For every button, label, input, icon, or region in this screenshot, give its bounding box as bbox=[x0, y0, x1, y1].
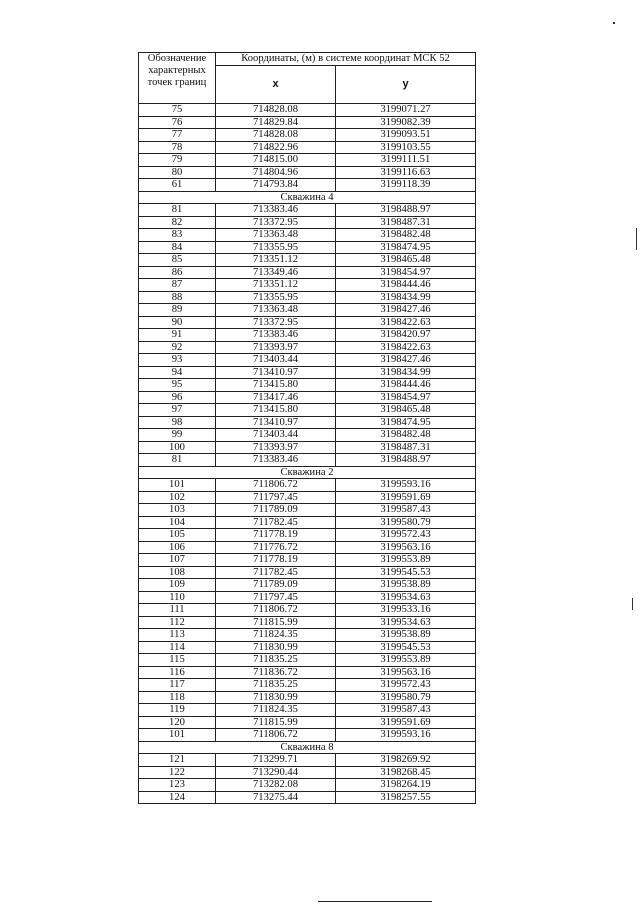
y-coordinate-cell: 3198454.97 bbox=[336, 391, 476, 404]
point-number-cell: 122 bbox=[139, 766, 216, 779]
table-body bbox=[139, 104, 476, 804]
scan-artifact-dot bbox=[613, 22, 615, 24]
x-coordinate-cell: 713372.95 bbox=[216, 316, 336, 329]
table-row bbox=[139, 279, 476, 292]
x-coordinate-cell: 711789.09 bbox=[216, 579, 336, 592]
table-row bbox=[139, 604, 476, 617]
point-number-cell: 99 bbox=[139, 429, 216, 442]
x-coordinate-cell: 711830.99 bbox=[216, 641, 336, 654]
x-coordinate-cell: 713415.80 bbox=[216, 404, 336, 417]
point-number-cell: 121 bbox=[139, 754, 216, 767]
x-coordinate-cell: 711806.72 bbox=[216, 479, 336, 492]
point-number-cell: 96 bbox=[139, 391, 216, 404]
point-number-cell: 98 bbox=[139, 416, 216, 429]
point-number-cell: 76 bbox=[139, 116, 216, 129]
table-row bbox=[139, 504, 476, 517]
table-row bbox=[139, 391, 476, 404]
y-coordinate-cell: 3198454.97 bbox=[336, 266, 476, 279]
point-number-cell: 100 bbox=[139, 441, 216, 454]
x-coordinate-cell: 713282.08 bbox=[216, 779, 336, 792]
x-coordinate-cell: 713403.44 bbox=[216, 354, 336, 367]
y-coordinate-cell: 3199082.39 bbox=[336, 116, 476, 129]
table-row bbox=[139, 591, 476, 604]
x-coordinate-cell: 713349.46 bbox=[216, 266, 336, 279]
point-number-cell: 89 bbox=[139, 304, 216, 317]
x-coordinate-cell: 714822.96 bbox=[216, 141, 336, 154]
y-coordinate-cell: 3199545.53 bbox=[336, 641, 476, 654]
table-row bbox=[139, 166, 476, 179]
point-number-cell: 93 bbox=[139, 354, 216, 367]
y-coordinate-cell: 3198487.31 bbox=[336, 216, 476, 229]
x-coordinate-cell: 711797.45 bbox=[216, 491, 336, 504]
x-coordinate-cell: 714828.08 bbox=[216, 129, 336, 142]
x-coordinate-cell: 714815.00 bbox=[216, 154, 336, 167]
x-coordinate-cell: 713410.97 bbox=[216, 366, 336, 379]
table-row bbox=[139, 779, 476, 792]
table-row bbox=[139, 216, 476, 229]
table-row bbox=[139, 679, 476, 692]
point-number-cell: 117 bbox=[139, 679, 216, 692]
y-coordinate-cell: 3199593.16 bbox=[336, 479, 476, 492]
point-number-cell: 84 bbox=[139, 241, 216, 254]
x-coordinate-cell: 713393.97 bbox=[216, 441, 336, 454]
y-coordinate-cell: 3199093.51 bbox=[336, 129, 476, 142]
scan-artifact-mark bbox=[636, 228, 637, 250]
point-number-cell: 107 bbox=[139, 554, 216, 567]
table-row bbox=[139, 379, 476, 392]
y-coordinate-cell: 3199103.55 bbox=[336, 141, 476, 154]
y-coordinate-cell: 3199118.39 bbox=[336, 179, 476, 192]
y-coordinate-cell: 3199572.43 bbox=[336, 529, 476, 542]
y-coordinate-cell: 3199563.16 bbox=[336, 666, 476, 679]
point-number-cell: 91 bbox=[139, 329, 216, 342]
table-row bbox=[139, 341, 476, 354]
x-coordinate-cell: 713403.44 bbox=[216, 429, 336, 442]
point-number-cell: 112 bbox=[139, 616, 216, 629]
y-coordinate-cell: 3198487.31 bbox=[336, 441, 476, 454]
x-coordinate-cell: 711806.72 bbox=[216, 604, 336, 617]
table-row bbox=[139, 254, 476, 267]
x-coordinate-cell: 713351.12 bbox=[216, 254, 336, 267]
x-coordinate-cell: 714793.84 bbox=[216, 179, 336, 192]
table-row bbox=[139, 416, 476, 429]
x-column-header: x bbox=[216, 66, 336, 104]
point-number-cell: 82 bbox=[139, 216, 216, 229]
table-row bbox=[139, 204, 476, 217]
y-coordinate-cell: 3199071.27 bbox=[336, 104, 476, 117]
point-number-cell: 90 bbox=[139, 316, 216, 329]
table-row bbox=[139, 641, 476, 654]
point-number-cell: 81 bbox=[139, 454, 216, 467]
y-coordinate-cell: 3198488.97 bbox=[336, 204, 476, 217]
point-number-cell: 105 bbox=[139, 529, 216, 542]
table-row bbox=[139, 441, 476, 454]
y-coordinate-cell: 3199591.69 bbox=[336, 491, 476, 504]
y-coordinate-cell: 3198420.97 bbox=[336, 329, 476, 342]
table-row bbox=[139, 154, 476, 167]
y-coordinate-cell: 3199580.79 bbox=[336, 691, 476, 704]
table-row bbox=[139, 529, 476, 542]
section-title: Скважина 4 bbox=[139, 191, 476, 204]
y-coordinate-cell: 3198444.46 bbox=[336, 379, 476, 392]
point-number-cell: 83 bbox=[139, 229, 216, 242]
x-coordinate-cell: 713363.48 bbox=[216, 229, 336, 242]
point-number-cell: 95 bbox=[139, 379, 216, 392]
y-coordinate-cell: 3198465.48 bbox=[336, 404, 476, 417]
x-coordinate-cell: 711836.72 bbox=[216, 666, 336, 679]
x-coordinate-cell: 711835.25 bbox=[216, 679, 336, 692]
table-row bbox=[139, 791, 476, 804]
table-row bbox=[139, 404, 476, 417]
y-coordinate-cell: 3199533.16 bbox=[336, 604, 476, 617]
point-number-cell: 75 bbox=[139, 104, 216, 117]
table-row bbox=[139, 616, 476, 629]
table-row bbox=[139, 141, 476, 154]
table-row bbox=[139, 629, 476, 642]
table-row bbox=[139, 516, 476, 529]
y-coordinate-cell: 3199538.89 bbox=[336, 629, 476, 642]
table-row bbox=[139, 304, 476, 317]
table-row bbox=[139, 691, 476, 704]
x-coordinate-cell: 713355.95 bbox=[216, 241, 336, 254]
point-number-cell: 80 bbox=[139, 166, 216, 179]
table-row bbox=[139, 366, 476, 379]
table-row bbox=[139, 266, 476, 279]
y-coordinate-cell: 3198482.48 bbox=[336, 229, 476, 242]
y-coordinate-cell: 3198465.48 bbox=[336, 254, 476, 267]
table-row bbox=[139, 579, 476, 592]
section-row bbox=[139, 191, 476, 204]
table-row bbox=[139, 491, 476, 504]
section-row bbox=[139, 741, 476, 754]
y-coordinate-cell: 3199587.43 bbox=[336, 704, 476, 717]
x-coordinate-cell: 713351.12 bbox=[216, 279, 336, 292]
table-row bbox=[139, 541, 476, 554]
x-coordinate-cell: 713363.48 bbox=[216, 304, 336, 317]
coordinates-table bbox=[138, 52, 476, 804]
point-number-cell: 86 bbox=[139, 266, 216, 279]
x-coordinate-cell: 711806.72 bbox=[216, 729, 336, 742]
y-coordinate-cell: 3198444.46 bbox=[336, 279, 476, 292]
table-row bbox=[139, 429, 476, 442]
x-coordinate-cell: 713417.46 bbox=[216, 391, 336, 404]
x-coordinate-cell: 713383.46 bbox=[216, 454, 336, 467]
point-column-header: Обозначение характерных точек границ bbox=[139, 53, 216, 104]
x-coordinate-cell: 713383.46 bbox=[216, 329, 336, 342]
y-coordinate-cell: 3199580.79 bbox=[336, 516, 476, 529]
x-coordinate-cell: 713299.71 bbox=[216, 754, 336, 767]
point-number-cell: 87 bbox=[139, 279, 216, 292]
table-row bbox=[139, 229, 476, 242]
table-row bbox=[139, 179, 476, 192]
section-row bbox=[139, 466, 476, 479]
point-number-cell: 94 bbox=[139, 366, 216, 379]
table-row bbox=[139, 241, 476, 254]
x-coordinate-cell: 711815.99 bbox=[216, 616, 336, 629]
y-coordinate-cell: 3199111.51 bbox=[336, 154, 476, 167]
table-row bbox=[139, 454, 476, 467]
y-coordinate-cell: 3199534.63 bbox=[336, 616, 476, 629]
x-coordinate-cell: 711830.99 bbox=[216, 691, 336, 704]
x-coordinate-cell: 711778.19 bbox=[216, 529, 336, 542]
point-number-cell: 88 bbox=[139, 291, 216, 304]
x-coordinate-cell: 711782.45 bbox=[216, 516, 336, 529]
y-coordinate-cell: 3198427.46 bbox=[336, 304, 476, 317]
y-coordinate-cell: 3199534.63 bbox=[336, 591, 476, 604]
point-number-cell: 114 bbox=[139, 641, 216, 654]
y-coordinate-cell: 3199553.89 bbox=[336, 554, 476, 567]
point-number-cell: 120 bbox=[139, 716, 216, 729]
x-coordinate-cell: 711789.09 bbox=[216, 504, 336, 517]
y-coordinate-cell: 3199593.16 bbox=[336, 729, 476, 742]
point-number-cell: 110 bbox=[139, 591, 216, 604]
table-row bbox=[139, 666, 476, 679]
y-coordinate-cell: 3198422.63 bbox=[336, 316, 476, 329]
table-row bbox=[139, 654, 476, 667]
y-coordinate-cell: 3199538.89 bbox=[336, 579, 476, 592]
y-coordinate-cell: 3198264.19 bbox=[336, 779, 476, 792]
x-coordinate-cell: 711797.45 bbox=[216, 591, 336, 604]
table-row bbox=[139, 129, 476, 142]
table-row bbox=[139, 329, 476, 342]
point-number-cell: 77 bbox=[139, 129, 216, 142]
y-coordinate-cell: 3198257.55 bbox=[336, 791, 476, 804]
point-number-cell: 61 bbox=[139, 179, 216, 192]
point-number-cell: 101 bbox=[139, 729, 216, 742]
point-number-cell: 104 bbox=[139, 516, 216, 529]
table-row bbox=[139, 704, 476, 717]
y-coordinate-cell: 3198434.99 bbox=[336, 291, 476, 304]
point-number-cell: 92 bbox=[139, 341, 216, 354]
x-coordinate-cell: 711815.99 bbox=[216, 716, 336, 729]
x-coordinate-cell: 713383.46 bbox=[216, 204, 336, 217]
point-number-cell: 111 bbox=[139, 604, 216, 617]
point-number-cell: 81 bbox=[139, 204, 216, 217]
point-number-cell: 78 bbox=[139, 141, 216, 154]
table-row bbox=[139, 716, 476, 729]
x-coordinate-cell: 714829.84 bbox=[216, 116, 336, 129]
x-coordinate-cell: 713410.97 bbox=[216, 416, 336, 429]
table-row bbox=[139, 316, 476, 329]
x-coordinate-cell: 713415.80 bbox=[216, 379, 336, 392]
y-coordinate-cell: 3198268.45 bbox=[336, 766, 476, 779]
point-number-cell: 124 bbox=[139, 791, 216, 804]
table-row bbox=[139, 554, 476, 567]
y-coordinate-cell: 3198482.48 bbox=[336, 429, 476, 442]
y-column-header: y bbox=[336, 66, 476, 104]
table-row bbox=[139, 566, 476, 579]
scan-artifact-mark bbox=[632, 598, 633, 610]
section-title: Скважина 2 bbox=[139, 466, 476, 479]
section-title: Скважина 8 bbox=[139, 741, 476, 754]
point-number-cell: 97 bbox=[139, 404, 216, 417]
y-coordinate-cell: 3198434.99 bbox=[336, 366, 476, 379]
x-coordinate-cell: 713275.44 bbox=[216, 791, 336, 804]
y-coordinate-cell: 3198422.63 bbox=[336, 341, 476, 354]
point-number-cell: 102 bbox=[139, 491, 216, 504]
point-number-cell: 116 bbox=[139, 666, 216, 679]
y-coordinate-cell: 3198488.97 bbox=[336, 454, 476, 467]
x-coordinate-cell: 713393.97 bbox=[216, 341, 336, 354]
x-coordinate-cell: 711824.35 bbox=[216, 629, 336, 642]
x-coordinate-cell: 714804.96 bbox=[216, 166, 336, 179]
point-number-cell: 108 bbox=[139, 566, 216, 579]
y-coordinate-cell: 3198427.46 bbox=[336, 354, 476, 367]
x-coordinate-cell: 713290.44 bbox=[216, 766, 336, 779]
y-coordinate-cell: 3199563.16 bbox=[336, 541, 476, 554]
point-number-cell: 115 bbox=[139, 654, 216, 667]
x-coordinate-cell: 711778.19 bbox=[216, 554, 336, 567]
table-header bbox=[139, 53, 476, 104]
point-number-cell: 123 bbox=[139, 779, 216, 792]
point-number-cell: 79 bbox=[139, 154, 216, 167]
x-coordinate-cell: 711776.72 bbox=[216, 541, 336, 554]
point-number-cell: 113 bbox=[139, 629, 216, 642]
y-coordinate-cell: 3199572.43 bbox=[336, 679, 476, 692]
y-coordinate-cell: 3198269.92 bbox=[336, 754, 476, 767]
table-row bbox=[139, 479, 476, 492]
x-coordinate-cell: 713372.95 bbox=[216, 216, 336, 229]
y-coordinate-cell: 3199587.43 bbox=[336, 504, 476, 517]
table-row bbox=[139, 354, 476, 367]
table-row bbox=[139, 754, 476, 767]
point-number-cell: 119 bbox=[139, 704, 216, 717]
table-row bbox=[139, 729, 476, 742]
x-coordinate-cell: 714828.08 bbox=[216, 104, 336, 117]
y-coordinate-cell: 3199553.89 bbox=[336, 654, 476, 667]
point-number-cell: 109 bbox=[139, 579, 216, 592]
coordinates-system-header: Координаты, (м) в системе координат МСК 52 bbox=[216, 53, 476, 66]
x-coordinate-cell: 713355.95 bbox=[216, 291, 336, 304]
point-number-cell: 85 bbox=[139, 254, 216, 267]
footer-rule bbox=[318, 901, 432, 902]
table-row bbox=[139, 291, 476, 304]
table-row bbox=[139, 116, 476, 129]
y-coordinate-cell: 3199545.53 bbox=[336, 566, 476, 579]
x-coordinate-cell: 711782.45 bbox=[216, 566, 336, 579]
y-coordinate-cell: 3198474.95 bbox=[336, 241, 476, 254]
y-coordinate-cell: 3198474.95 bbox=[336, 416, 476, 429]
table-row bbox=[139, 766, 476, 779]
y-coordinate-cell: 3199116.63 bbox=[336, 166, 476, 179]
point-number-cell: 106 bbox=[139, 541, 216, 554]
point-number-cell: 118 bbox=[139, 691, 216, 704]
table-row bbox=[139, 104, 476, 117]
point-number-cell: 103 bbox=[139, 504, 216, 517]
x-coordinate-cell: 711835.25 bbox=[216, 654, 336, 667]
point-number-cell: 101 bbox=[139, 479, 216, 492]
y-coordinate-cell: 3199591.69 bbox=[336, 716, 476, 729]
x-coordinate-cell: 711824.35 bbox=[216, 704, 336, 717]
